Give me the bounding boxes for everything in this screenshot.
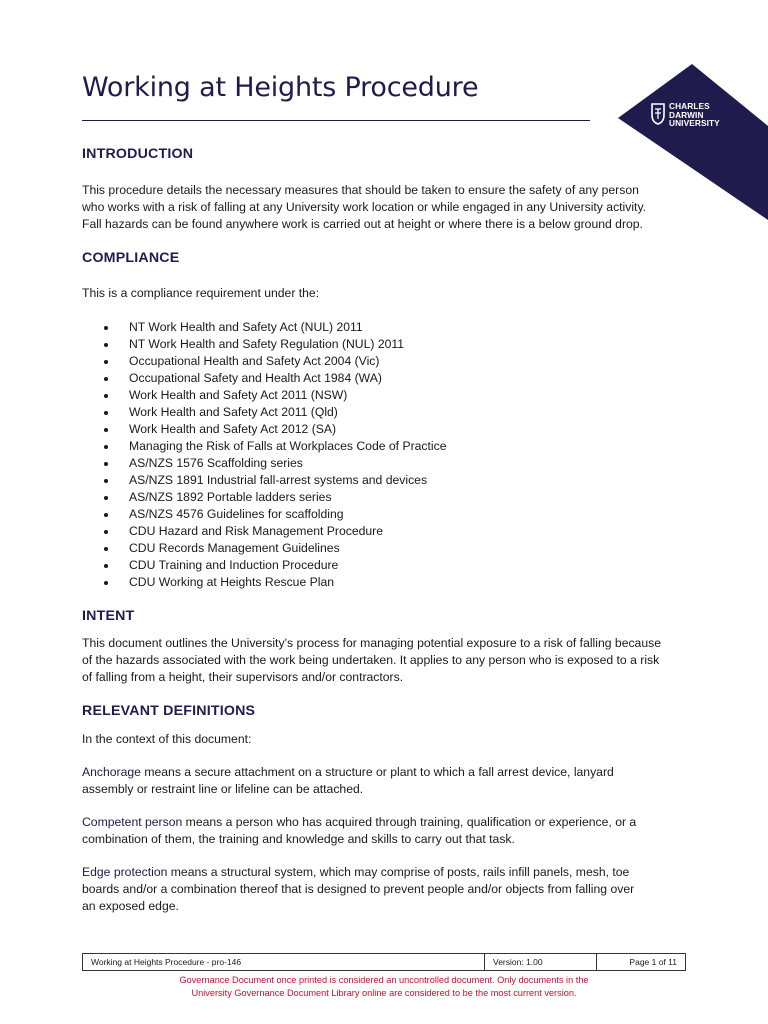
introduction-heading: INTRODUCTION <box>82 146 194 162</box>
list-item <box>82 472 688 489</box>
footer-governance-note: Governance Document once printed is considered an uncontrolled document. Only documents in the University Governance Document Library online are considered to be the most current version. <box>179 975 589 998</box>
compliance-heading: COMPLIANCE <box>82 250 180 266</box>
list-item <box>82 540 688 557</box>
definition-anchorage: Anchorage means a secure attachment on a structure or plant to which a fall arrest device, lanyard assembly or restraint line or lifeline can be attached. <box>82 765 614 796</box>
footer-version: Version: 1.00 <box>485 954 597 970</box>
footer-table <box>82 953 686 971</box>
bullet-icon <box>104 530 108 534</box>
bullet-icon <box>104 513 108 517</box>
list-item-label: AS/NZS 1891 Industrial fall-arrest systems and devices <box>129 473 428 487</box>
list-item-label: NT Work Health and Safety Regulation (NUL) 2011 <box>129 337 405 351</box>
intent-heading: INTENT <box>82 608 135 624</box>
bullet-icon <box>104 326 108 330</box>
list-item-label: Occupational Safety and Health Act 1984 (WA) <box>129 371 382 385</box>
definition-term: Competent person <box>82 815 183 829</box>
crest-icon <box>651 103 665 125</box>
list-item-label: CDU Records Management Guidelines <box>129 541 340 555</box>
list-item-label: AS/NZS 4576 Guidelines for scaffolding <box>129 507 344 521</box>
list-item <box>82 489 688 506</box>
list-item-label: CDU Hazard and Risk Management Procedure <box>129 524 384 538</box>
list-item-label: CDU Training and Induction Procedure <box>129 558 339 572</box>
compliance-lead: This is a compliance requirement under the: <box>82 286 320 300</box>
definition-term: Anchorage <box>82 765 141 779</box>
bullet-icon <box>104 377 108 381</box>
university-logo-text: CHARLES DARWIN UNIVERSITY <box>669 101 720 129</box>
list-item <box>82 438 688 455</box>
list-item-label: Work Health and Safety Act 2011 (NSW) <box>129 388 348 402</box>
bullet-icon <box>104 445 108 449</box>
definition-term: Edge protection <box>82 865 168 879</box>
bullet-icon <box>104 360 108 364</box>
document-body <box>82 146 688 915</box>
bullet-icon <box>104 496 108 500</box>
list-item-label: Occupational Health and Safety Act 2004 (Vic) <box>129 354 380 368</box>
list-item <box>82 336 688 353</box>
footer-page-number: Page 1 of 11 <box>629 957 677 967</box>
definition-competent-person: Competent person means a person who has acquired through training, qualification or experience, or a combination of them, the training and knowledge and skills to carry out that task. <box>82 815 637 846</box>
list-item-label: NT Work Health and Safety Act (NUL) 2011 <box>129 320 363 334</box>
compliance-list <box>82 319 688 591</box>
definitions-heading: RELEVANT DEFINITIONS <box>82 703 256 719</box>
bullet-icon <box>104 343 108 347</box>
list-item <box>82 421 688 438</box>
definition-edge-protection: Edge protection means a structural system, which may comprise of posts, rails infill panels, mesh, toe boards and/or a combination thereof that is designed to prevent people and/or objects from falling over an exposed edge. <box>82 865 635 913</box>
list-item <box>82 404 688 421</box>
intent-text: This document outlines the University’s process for managing potential exposure to a risk of falling because of the hazards associated with the work being undertaken. It applies to any person who is exposed to a risk of falling from a height, their supervisors and/or contractors. <box>82 636 661 684</box>
list-item-label: AS/NZS 1892 Portable ladders series <box>129 490 332 504</box>
bullet-icon <box>104 564 108 568</box>
list-item <box>82 353 688 370</box>
definitions-lead: In the context of this document: <box>82 732 252 746</box>
list-item <box>82 557 688 574</box>
footer-document-reference: Working at Heights Procedure - pro-146 <box>83 954 485 970</box>
list-item <box>82 506 688 523</box>
bullet-icon <box>104 394 108 398</box>
list-item <box>82 387 688 404</box>
bullet-icon <box>104 462 108 466</box>
list-item <box>82 319 688 336</box>
list-item-label: Work Health and Safety Act 2012 (SA) <box>129 422 337 436</box>
list-item <box>82 574 688 591</box>
title-underline <box>82 120 590 121</box>
list-item <box>82 523 688 540</box>
list-item <box>82 455 688 472</box>
list-item-label: Work Health and Safety Act 2011 (Qld) <box>129 405 338 419</box>
page-title: Working at Heights Procedure <box>82 72 479 103</box>
bullet-icon <box>104 479 108 483</box>
bullet-icon <box>104 411 108 415</box>
list-item-label: Managing the Risk of Falls at Workplaces Code of Practice <box>129 439 447 453</box>
bullet-icon <box>104 428 108 432</box>
introduction-text: This procedure details the necessary measures that should be taken to ensure the safety of any person who works with a risk of falling at any University work location or while engaged in any University activity. Fall hazards can be found anywhere work is carried out at height or where there is a below ground drop. <box>82 183 647 231</box>
bullet-icon <box>104 581 108 585</box>
list-item <box>82 370 688 387</box>
bullet-icon <box>104 547 108 551</box>
list-item-label: CDU Working at Heights Rescue Plan <box>129 575 335 589</box>
list-item-label: AS/NZS 1576 Scaffolding series <box>129 456 303 470</box>
